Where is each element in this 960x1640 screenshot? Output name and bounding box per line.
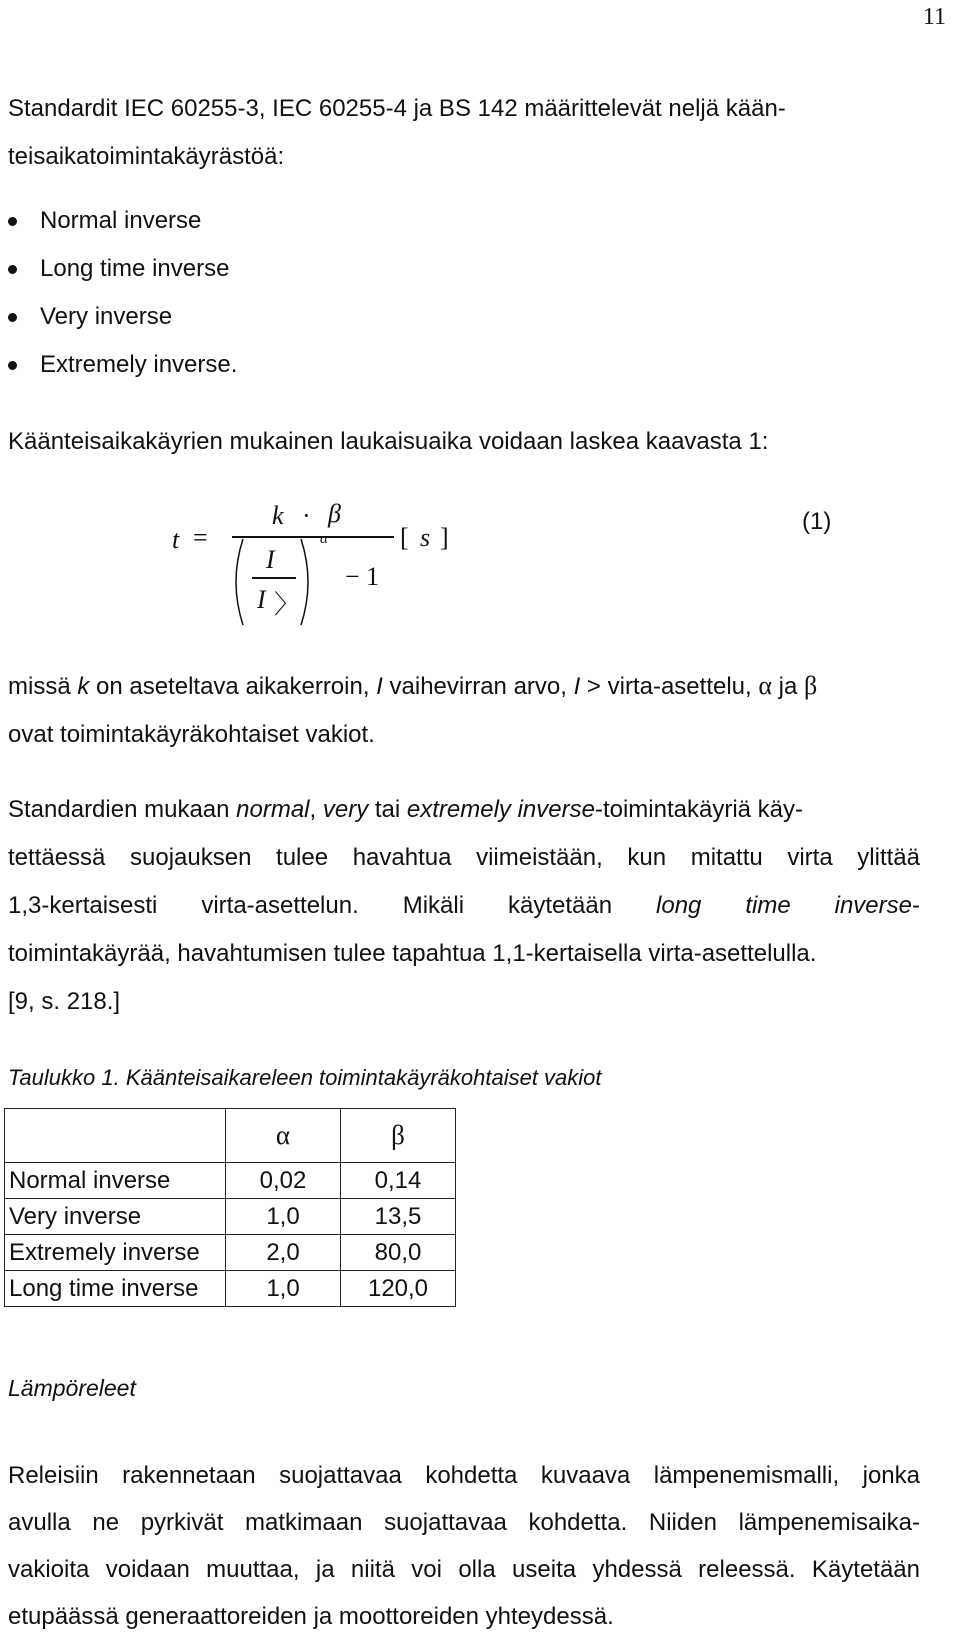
section-heading: Lämpöreleet [8,1375,136,1401]
table-row [5,1271,456,1307]
standards-paragraph [8,786,920,1026]
table-cell-beta: 13,5 [341,1199,456,1235]
left-paren [226,537,246,627]
formula-I-setting: I [257,585,266,614]
formula [0,499,960,655]
where-paragraph [8,662,958,759]
para3-line-4: etupäässä generaattoreiden ja moottoreiden yhteydessä. [8,1603,614,1630]
list-item: Extremely inverse. [8,341,237,389]
right-paren [298,537,318,627]
table-cell-alpha: 0,02 [226,1163,341,1199]
page-number: 11 [922,4,946,30]
bullet-icon [8,265,17,274]
table-header-cell [5,1109,226,1163]
table-row [5,1163,456,1199]
formula-number: (1) [802,508,832,535]
table-cell-beta: 0,14 [341,1163,456,1199]
unit-seconds: s [420,523,431,552]
table-cell-curve: Extremely inverse [5,1235,226,1271]
formula-I-setting-mark: 〉 [274,590,301,619]
unit-bracket-close: ] [440,523,449,552]
bullet-icon [8,217,17,226]
table-cell-beta: 120,0 [341,1271,456,1307]
table-row [5,1235,456,1271]
inner-fraction-bar [252,577,296,579]
para2-line-4: toimintakäyrää, havahtumisen tulee tapahtua 1,1-kertaisella virta-asettelulla. [8,940,817,967]
formula-t: t [172,525,180,554]
table-cell-curve: Long time inverse [5,1271,226,1307]
list-item: Long time inverse [8,245,237,293]
thermal-relay-paragraph [8,1452,920,1640]
table-cell-curve: Normal inverse [5,1163,226,1199]
para2-line-2: tettäessä suojauksen tulee havahtua viimeistään, kun mitattu virta ylittää [8,844,920,871]
table-caption: Taulukko 1. Käänteisaikareleen toimintakäyräkohtaiset vakiot [8,1065,602,1090]
table-row [5,1199,456,1235]
constants-table [4,1108,456,1307]
list-item: Normal inverse [8,197,237,245]
para2-line-1: Standardien mukaan normal, very tai extremely inverse-toimintakäyriä käy- [8,796,804,823]
formula-alpha-exponent: α [320,531,328,547]
intro-paragraph [8,85,786,181]
formula-intro: Käänteisaikakäyrien mukainen laukaisuaika voidaan laskea kaavasta 1: [8,428,769,455]
formula-dot: · [302,501,311,530]
formula-I-numerator: I [266,545,275,574]
table-header-beta: β [341,1109,456,1163]
where-line-1: missä k on aseteltava aikakerroin, I vaihevirran arvo, I > virta-asettelu, α ja β [8,671,818,700]
formula-equals: = [193,523,208,552]
table-header-row [5,1109,456,1163]
table-cell-alpha: 1,0 [226,1199,341,1235]
where-line-2: ovat toimintakäyräkohtaiset vakiot. [8,721,375,748]
para2-line-3: 1,3-kertaisesti virta-asettelun. Mikäli käytetään long time inverse- [8,892,920,919]
table-header-alpha: α [226,1109,341,1163]
para3-line-1: Releisiin rakennetaan suojattavaa kohdetta kuvaava lämpenemismalli, jonka [8,1462,920,1489]
intro-line-1: Standardit IEC 60255-3, IEC 60255-4 ja BS 142 määrittelevät neljä kään- [8,95,786,122]
formula-beta: β [328,499,341,528]
unit-bracket-open: [ [400,523,409,552]
bullet-icon [8,361,17,370]
table-cell-alpha: 1,0 [226,1271,341,1307]
formula-k: k [272,501,284,530]
bullet-icon [8,313,17,322]
para2-line-5: [9, s. 218.] [8,988,121,1015]
table-cell-curve: Very inverse [5,1199,226,1235]
formula-minus-one: − 1 [345,562,380,591]
table-cell-alpha: 2,0 [226,1235,341,1271]
para3-line-3: vakioita voidaan muuttaa, ja niitä voi olla useita yhdessä releessä. Käytetään [8,1556,920,1583]
bullet-list [8,197,237,389]
intro-line-2: teisaikatoimintakäyrästöä: [8,143,285,170]
list-item: Very inverse [8,293,237,341]
para3-line-2: avulla ne pyrkivät matkimaan suojattavaa kohdetta. Niiden lämpenemisaika- [8,1509,920,1536]
table-cell-beta: 80,0 [341,1235,456,1271]
